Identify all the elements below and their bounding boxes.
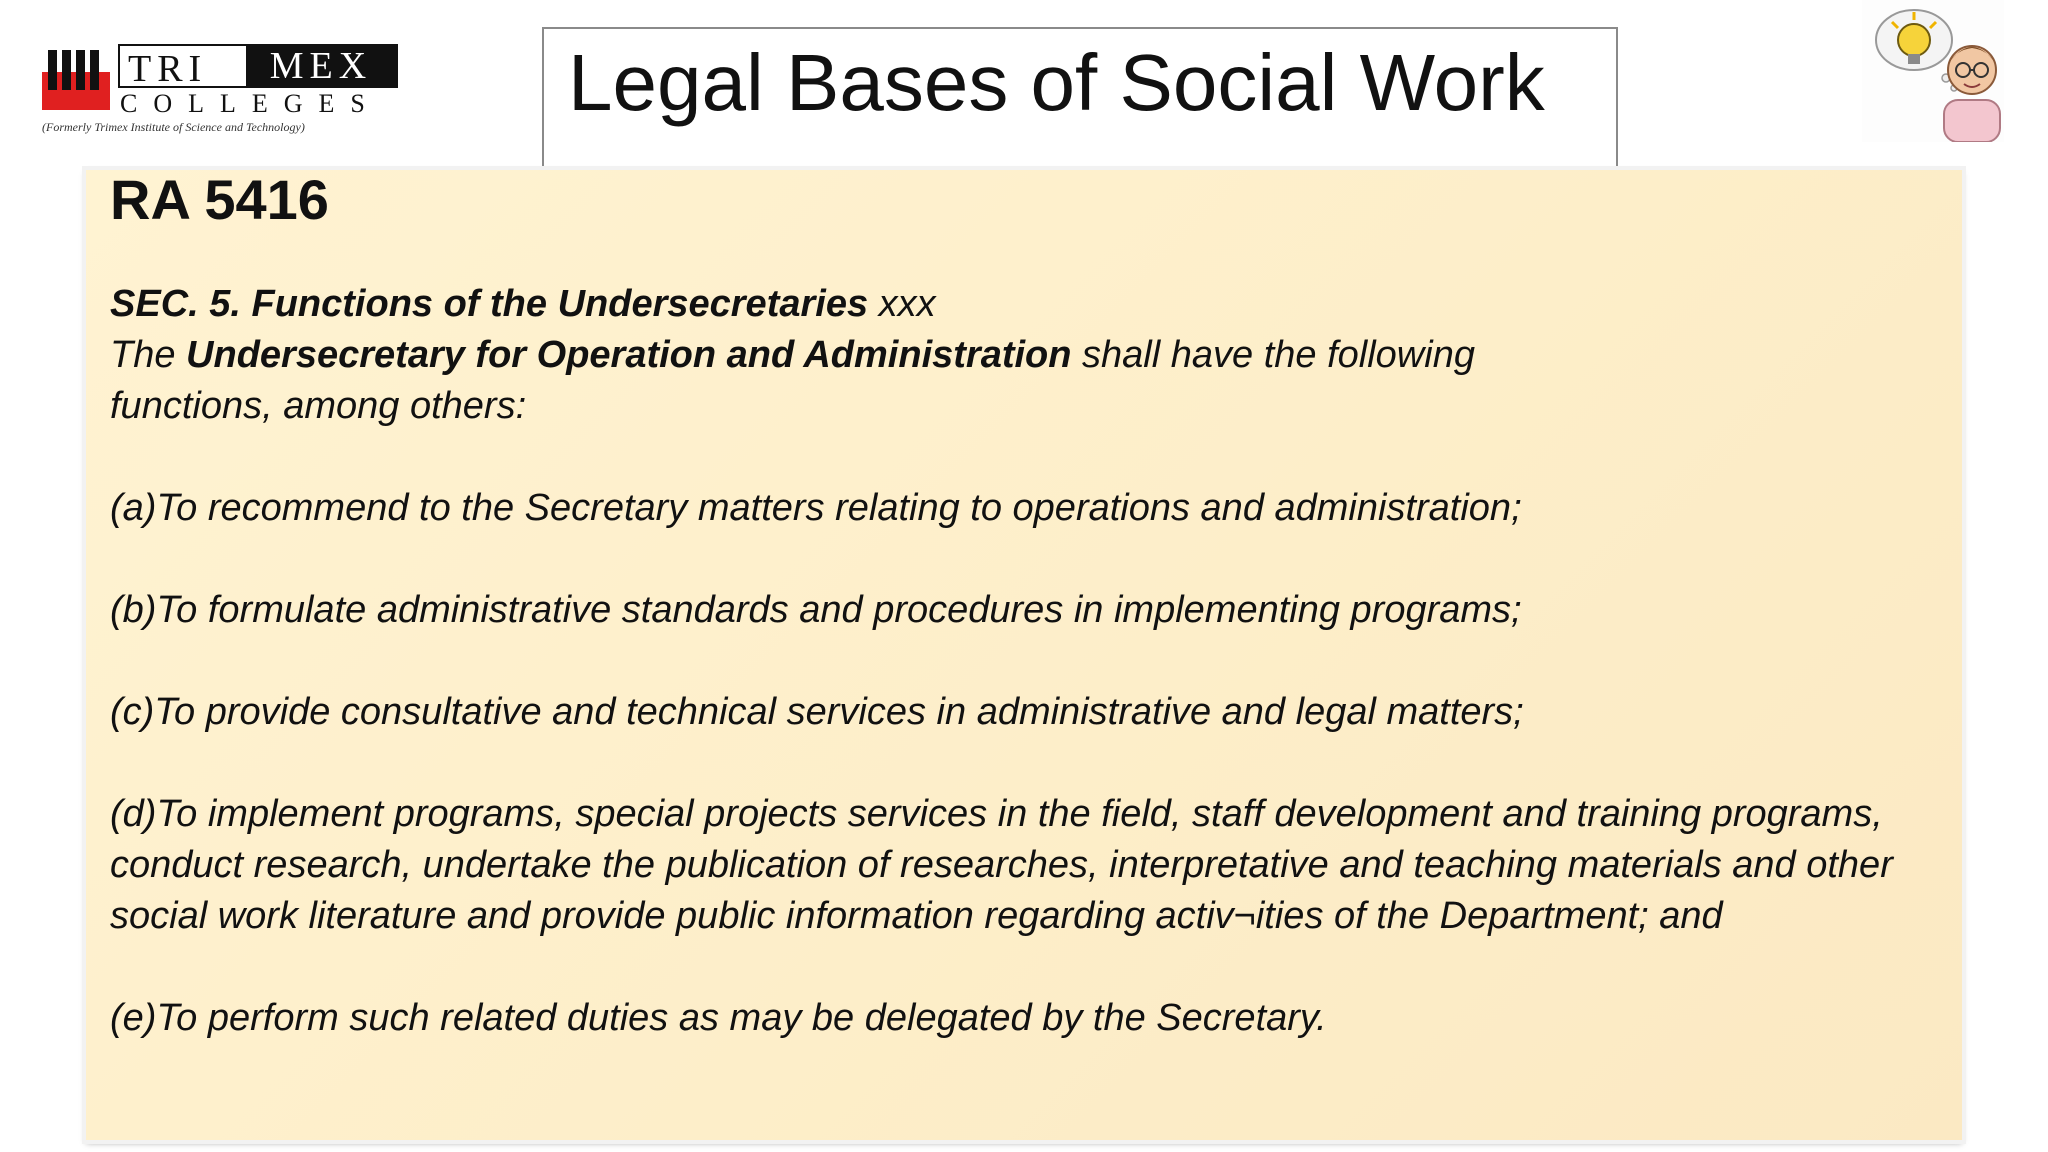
list-item: (d)To implement programs, special projects services in the field, staff development and training programs, conduct research, undertake the publication of researches, interpretative and teaching materials and other social work literature and provide public information regarding activ¬ities of the Department; and bbox=[110, 793, 1893, 937]
intro-bold: Undersecretary for Operation and Administration bbox=[186, 334, 1072, 376]
logo-mex: MEX bbox=[246, 46, 396, 86]
list-item: (b)To formulate administrative standards and procedures in implementing programs; bbox=[110, 589, 1522, 631]
logo-formerly-text: (Formerly Trimex Institute of Science and Technology) bbox=[42, 120, 305, 134]
intro-post: shall have the following functions, among others: bbox=[110, 334, 1475, 427]
logo-colleges: COLLEGES bbox=[120, 89, 381, 118]
section-tail: xxx bbox=[868, 283, 936, 325]
intro-paragraph bbox=[110, 330, 1590, 432]
section-heading bbox=[110, 279, 1902, 330]
logo-mark-icon bbox=[42, 48, 110, 110]
section-title: SEC. 5. Functions of the Undersecretaries bbox=[110, 283, 869, 325]
list-item: (c)To provide consultative and technical services in administrative and legal matters; bbox=[110, 691, 1524, 733]
thinking-person-lightbulb-icon bbox=[1862, 0, 2004, 142]
slide-title: Legal Bases of Social Work bbox=[568, 38, 1545, 127]
intro-pre: The bbox=[110, 334, 187, 376]
content-panel bbox=[86, 170, 1962, 1140]
logo-tri: TRI bbox=[128, 48, 208, 90]
logo-wordmark bbox=[118, 44, 398, 88]
list-item: (a)To recommend to the Secretary matters relating to operations and administration; bbox=[110, 487, 1522, 529]
title-box bbox=[542, 27, 1618, 168]
list-item: (e)To perform such related duties as may be delegated by the Secretary. bbox=[110, 997, 1327, 1039]
law-heading: RA 5416 bbox=[110, 168, 329, 231]
college-logo bbox=[42, 44, 404, 140]
